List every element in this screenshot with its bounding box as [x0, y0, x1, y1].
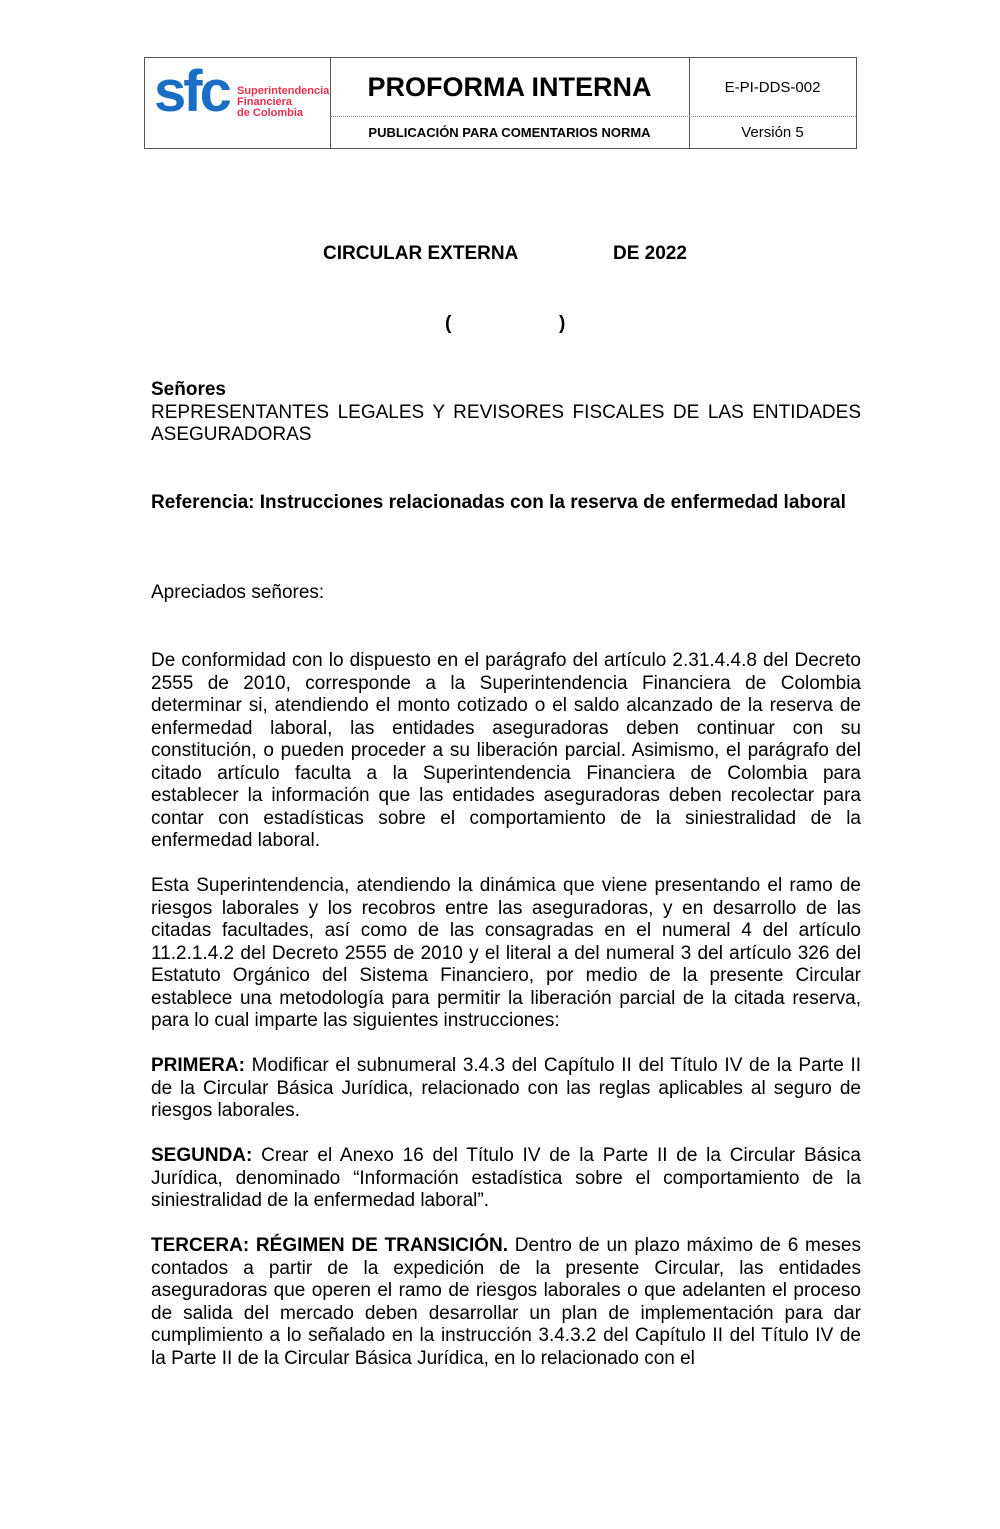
instruction-primera	[151, 1055, 861, 1123]
instruction-text: Dentro de un plazo máximo de 6 meses contados a partir de la expedición de la presente Circular, las entidades aseguradoras que operen el ramo de riesgos laborales o que adelanten el proceso de salida del mercado deben desarrollar un plan de implementación para dar cumplimiento a lo señalado en la instrucción 3.4.3.2 del Capítulo II del Título IV de la Parte II de la Circular Básica Jurídica, en lo relacionado con el	[151, 1235, 861, 1369]
logo-line-1: Superintendencia	[237, 85, 330, 97]
document-version: Versión 5	[741, 123, 804, 141]
salutation-title: Señores	[151, 379, 226, 400]
recipients: REPRESENTANTES LEGALES Y REVISORES FISCALES DE LAS ENTIDADES ASEGURADORAS	[151, 401, 861, 445]
logo-cell	[145, 58, 331, 148]
logo-acronym: sfc	[154, 59, 229, 124]
circular-label: CIRCULAR EXTERNA	[323, 243, 519, 264]
paren-close: )	[559, 313, 566, 334]
header-title: PROFORMA INTERNA	[330, 58, 690, 117]
document-code: E-PI-DDS-002	[689, 58, 856, 117]
instruction-text: Crear el Anexo 16 del Título IV de la Parte II de la Circular Básica Jurídica, denominado “Información estadística sobre el comportamiento de la siniestralidad de la enfermedad laboral”.	[151, 1145, 862, 1211]
instruction-segunda	[151, 1145, 861, 1213]
header-subtitle: PUBLICACIÓN PARA COMENTARIOS NORMA	[330, 116, 690, 148]
sfc-logo	[154, 59, 330, 138]
circular-year: DE 2022	[613, 243, 687, 264]
paren-open: (	[445, 313, 452, 334]
greeting: Apreciados señores:	[151, 582, 325, 603]
instruction-text: Modificar el subnumeral 3.4.3 del Capítulo II del Título IV de la Parte II de la Circular Básica Jurídica, relacionado con las reglas aplicables al seguro de riesgos laborales.	[151, 1055, 861, 1121]
instruction-tercera	[151, 1235, 861, 1370]
paragraph-2: Esta Superintendencia, atendiendo la dinámica que viene presentando el ramo de riesgos laborales y los recobros entre las aseguradoras, y en desarrollo de las citadas facultades, así como de las consagradas en el numeral 4 del artículo 11.2.1.4.2 del Decreto 2555 de 2010 y el literal a del numeral 3 del artículo 326 del Estatuto Orgánico del Sistema Financiero, por medio de la presente Circular establece una metodología para permitir la liberación parcial de la citada reserva, para lo cual imparte las siguientes instrucciones:	[151, 875, 861, 1031]
paragraph-1: De conformidad con lo dispuesto en el parágrafo del artículo 2.31.4.4.8 del Decreto 2555 de 2010, corresponde a la Superintendencia Financiera de Colombia determinar si, atendiendo el monto cotizado o el saldo alcanzado de la reserva de enfermedad laboral, las entidades aseguradoras deben continuar con su constitución, o pueden proceder a su liberación parcial. Asimismo, el parágrafo del citado artículo faculta a la Superintendencia Financiera de Colombia para establecer la información que las entidades aseguradoras deben recolectar para contar con estadísticas sobre el comportamiento de la siniestralidad de la enfermedad laboral.	[151, 650, 861, 851]
instruction-label: SEGUNDA:	[151, 1145, 253, 1166]
instruction-label: TERCERA: RÉGIMEN DE TRANSICIÓN.	[151, 1235, 509, 1256]
reference: Referencia: Instrucciones relacionadas con la reserva de enfermedad laboral	[151, 492, 846, 513]
logo-name	[237, 86, 329, 119]
document-header	[144, 57, 857, 149]
instruction-label: PRIMERA:	[151, 1055, 245, 1076]
recipients-block	[151, 379, 861, 447]
logo-line-2: Financiera	[237, 96, 293, 108]
logo-line-3: de Colombia	[237, 107, 304, 119]
